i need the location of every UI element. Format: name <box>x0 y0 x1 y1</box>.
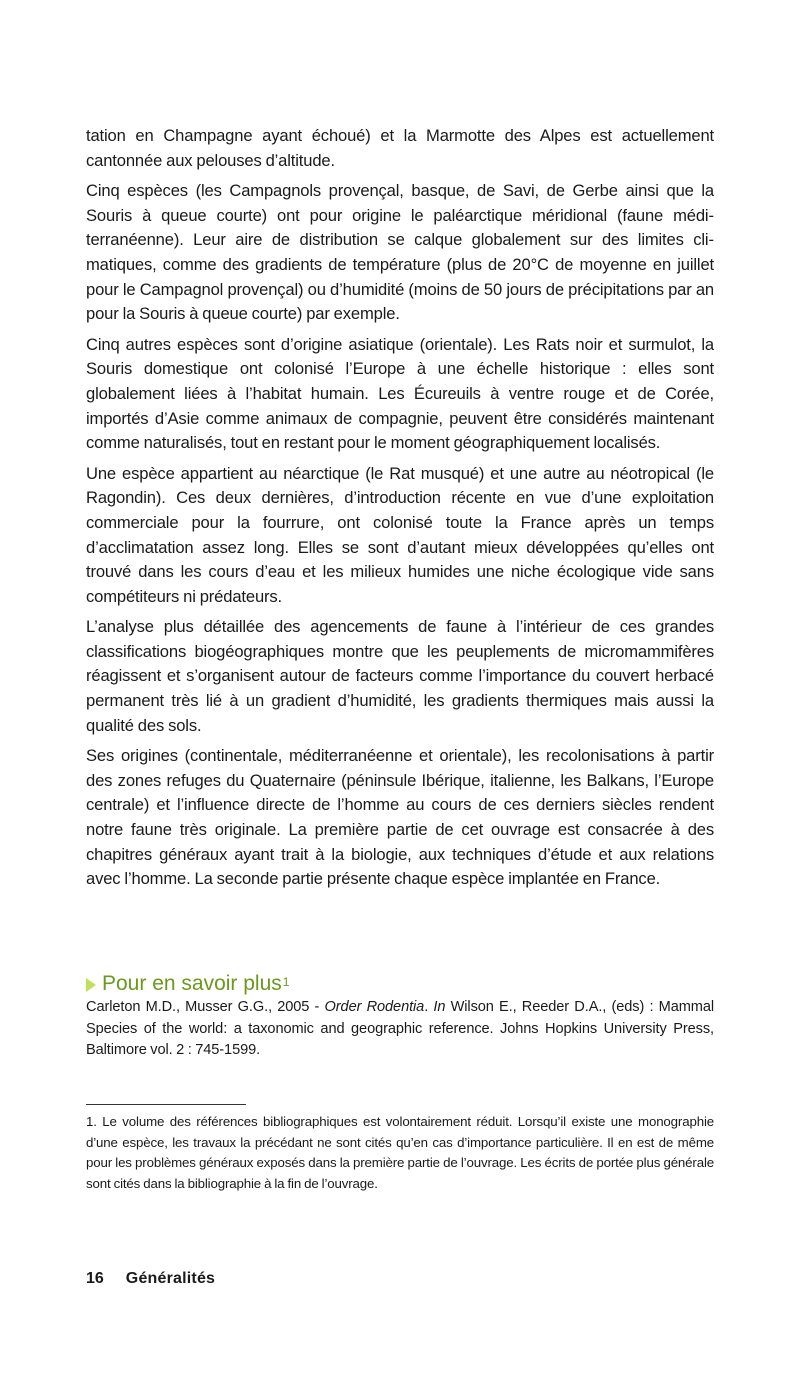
reference-rest: Wilson E., Reeder D.A., (eds) : Mammal Species of the world: a taxonomic and geographic reference. Johns Hopkins University Press, Baltimore vol. 2 : 745-1599. <box>86 999 714 1058</box>
paragraph-1: tation en Champagne ayant échoué) et la Marmotte des Alpes est actuellement cantonnée aux pelouses d’altitude. <box>86 126 714 170</box>
reference-authors: Carleton M.D., Musser G.G., 2005 - <box>86 999 325 1015</box>
references-list <box>86 997 714 1062</box>
section-heading-pour-en-savoir-plus <box>86 970 289 998</box>
page-footer <box>86 1268 215 1290</box>
paragraph-3: Cinq autres espèces sont d’origine asiatique (orientale). Les Rats noir et surmulot, la Souris domestique ont colonisé l’Europe à une échelle historique : elles sont globalement liées à l’habitat humain. Les Écureuils à ventre rouge et de Corée, importés d’Asie comme animaux de compagnie, peuvent être considérés maintenant comme naturalisés, tout en restant pour le moment géographiquement localisés. <box>86 334 714 453</box>
reference-in: In <box>433 999 446 1015</box>
footnotes <box>86 1112 714 1194</box>
footnote-marker: 1 <box>282 975 290 989</box>
section-heading-text: Pour en savoir plus <box>102 972 282 995</box>
triangle-bullet-icon <box>86 978 96 992</box>
running-head: Généralités <box>125 1270 216 1287</box>
paragraph-2: Cinq espèces (les Campagnols provençal, basque, de Savi, de Gerbe ainsi que la Souris à queue courte) ont pour origine le paléarctique méridional (faune méditerranéenne). Leur aire de distribution se calque globalement sur des limites climatiques, comme des gradients de température (plus de 20°C de moyenne en juillet pour le Campagnol provençal) ou d’humidité (moins de 50 jours de précipitations par an pour la Souris à queue courte) par exemple. <box>86 181 714 324</box>
reference-item <box>86 997 714 1062</box>
paragraph-4: Une espèce appartient au néarctique (le Rat musqué) et une autre au néotropical (le Ragondin). Ces deux dernières, d’introduction récente en vue d’une exploitation commerciale pour la fourrure, ont colonisé toute la France après un temps d’acclimatation assez long. Elles se sont d’autant mieux développées qu’elles ont trouvé dans les cours d’eau et les milieux humides une niche écologique vide sans compétiteurs ni prédateurs. <box>86 463 714 606</box>
paragraph-6: Ses origines (continentale, méditerranéenne et orientale), les recolonisations à partir des zones refuges du Quaternaire (péninsule Ibérique, italienne, les Balkans, l’Europe centrale) et l’influence directe de l’homme au cours de ces derniers siècles rendent notre faune très originale. La première partie de cet ouvrage est consacrée à des chapitres généraux ayant trait à la biologie, aux techniques d’étude et aux relations avec l’homme. La seconde partie présente chaque espèce implantée en France. <box>86 746 714 889</box>
body-text <box>86 124 714 898</box>
page-number: 16 <box>86 1270 104 1287</box>
paragraph-5: L’analyse plus détaillée des agencements de faune à l’intérieur de ces grandes classifications biogéographiques montre que les peuplements de micromammifères réagissent et s’organisent autour de facteurs comme l’importance du couvert herbacé permanent très lié à un gradient d’humidité, les gradients thermiques mais aussi la qualité des sols. <box>86 617 714 735</box>
footnote-1: 1. Le volume des références bibliographiques est volontairement réduit. Lorsqu’il existe une monographie d’une espèce, les travaux la précédant ne sont cités qu’en cas d’importance particulière. Il en est de même pour les problèmes généraux exposés dans la première partie de l’ouvrage. Les écrits de portée plus générale sont cités dans la bibliographie à la fin de l’ouvrage. <box>86 1114 714 1191</box>
reference-punct: . <box>424 999 434 1015</box>
footnote-divider <box>86 1104 246 1105</box>
reference-title: Order Rodentia <box>324 999 425 1015</box>
